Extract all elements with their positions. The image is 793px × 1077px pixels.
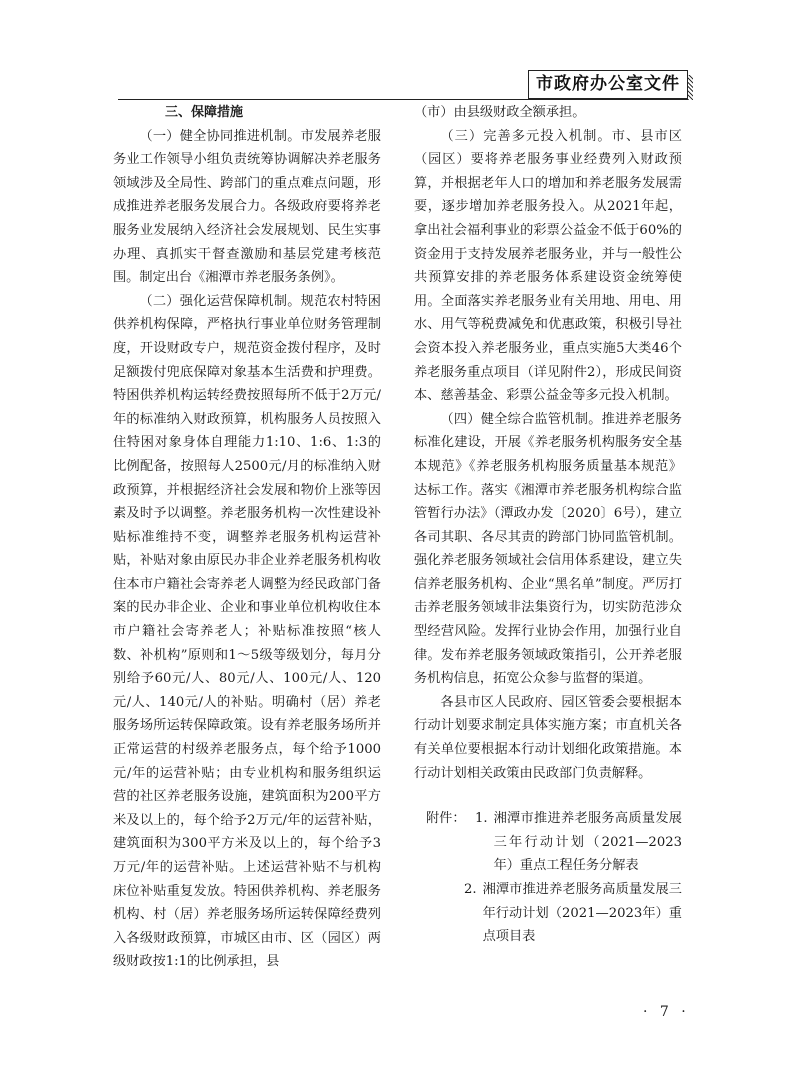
attachment-row-2	[414, 878, 682, 949]
page-number: · 7 ·	[643, 1004, 690, 1020]
attachment-item	[455, 878, 682, 949]
attachment-row-1	[414, 807, 682, 878]
attachments-label: 附件：	[426, 811, 466, 827]
left-column	[113, 101, 381, 974]
attachment-number: 2.	[463, 882, 477, 897]
spacer	[414, 785, 682, 807]
attachment-number: 1.	[474, 811, 488, 827]
paragraph-implementation: 各县市区人民政府、园区管委会要根据本行动计划要求制定具体实施方案；市直机关各有关单位要根据本行动计划细化政策措施。本行动计划相关政策由民政部门负责解释。	[414, 694, 682, 781]
paragraph-continuation: （市）由县级财政全额承担。	[414, 105, 586, 120]
section-title: 三、保障措施	[165, 105, 244, 120]
attachment-text: 湘潭市推进养老服务高质量发展三年行动计划（2021—2023年）重点工程任务分解表	[493, 811, 682, 874]
header-title: 市政府办公室文件	[528, 70, 688, 99]
attachment-item	[466, 807, 682, 878]
paragraph-investment: （三）完善多元投入机制。市、县市区（园区）要将养老服务事业经费列入财政预算，并根据老年人口的增加和养老服务发展需要，逐步增加养老服务投入。从2021年起，拿出社会福利事业的彩票公益金不低于60%的资金用于支持发展养老服务业，并与一般性公共预算安排的养老服务体系建设资金统筹使用。全面落实养老服务业有关用地、用电、用水、用气等税费减免和优惠政策，积极引导社会资本投入养老服务业，重点实施5大类46个养老服务重点项目（详见附件2），形成民间资本、慈善基金、彩票公益金等多元投入机制。	[414, 128, 682, 404]
attachments	[414, 807, 682, 949]
paragraph-supervision: （四）健全综合监管机制。推进养老服务标准化建设，开展《养老服务机构服务安全基本规范》《养老服务机构服务质量基本规范》达标工作。落实《湘潭市养老服务机构综合监管暂行办法》（潭政办发〔2020〕6号），建立各司其职、各尽其责的跨部门协同监管机制。强化养老服务领域社会信用体系建设，建立失信养老服务机构、企业“黑名单”制度。严厉打击养老服务领域非法集资行为，切实防范涉众型经营风险。发挥行业协会作用，加强行业自律。发布养老服务领域政策指引，公开养老服务机构信息，拓宽公众参与监督的渠道。	[414, 411, 682, 687]
attachment-text: 湘潭市推进养老服务高质量发展三年行动计划（2021—2023年）重点项目表	[482, 882, 682, 945]
right-column	[414, 101, 682, 949]
paragraph-operation: （二）强化运营保障机制。规范农村特困供养机构保障，严格执行事业单位财务管理制度，开设财政专户，规范资金拨付程序，及时足额拨付兜底保障对象基本生活费和护理费。特困供养机构运转经费按照每所不低于2万元/年的标准纳入财政预算，机构服务人员按照入住特困对象身体自理能力1:10、1:6、1:3的比例配备，按照每人2500元/月的标准纳入财政预算，并根据经济社会发展和物价上涨等因素及时予以调整。养老服务机构一次性建设补贴标准维持不变，调整养老服务机构运营补贴，补贴对象由原民办非企业养老服务机构收住本市户籍社会寄养老人调整为经民政部门备案的民办非企业、企业和事业单位机构收住本市户籍社会寄养老人；补贴标准按照“核人数、补机构”原则和1～5级等级划分，每月分别给予60元/人、80元/人、100元/人、120元/人、140元/人的补贴。明确村（居）养老服务场所运转保障政策。设有养老服务场所并正常运营的村级养老服务点，每个给予1000元/年的运营补贴；由专业机构和服务组织运营的社区养老服务设施，建筑面积为200平方米及以上的，每个给予2万元/年的运营补贴，建筑面积为300平方米及以上的，每个给予3万元/年的运营补贴。上述运营补贴不与机构床位补贴重复发放。特困供养机构、养老服务机构、村（居）养老服务场所运转保障经费列入各级财政预算，市城区由市、区（园区）两级财政按1:1的比例承担，县	[113, 293, 381, 970]
paragraph-coordination: （一）健全协同推进机制。市发展养老服务业工作领导小组负责统筹协调解决养老服务领域涉及全局性、跨部门的重点难点问题，形成推进养老服务发展合力。各级政府要将养老服务业发展纳入经济社会发展规划、民生实事办理、真抓实干督查激励和基层党建考核范围。制定出台《湘潭市养老服务条例》。	[113, 128, 381, 286]
header-rule	[118, 99, 688, 100]
